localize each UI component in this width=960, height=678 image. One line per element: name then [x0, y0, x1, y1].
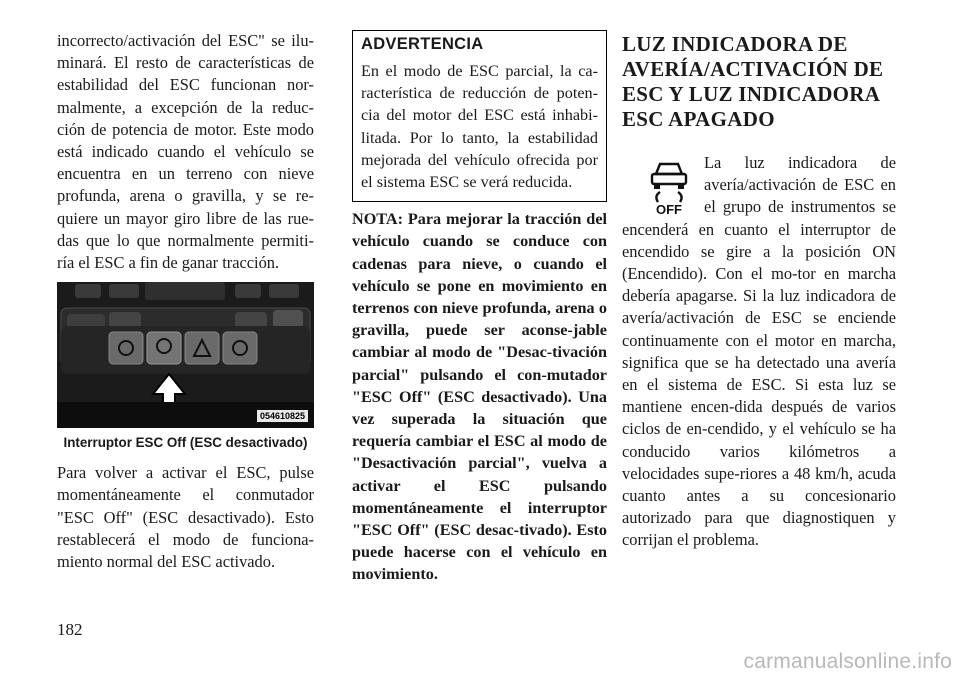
- left-column: [57, 30, 314, 573]
- middle-column: [352, 30, 607, 586]
- off-label: OFF: [656, 202, 682, 216]
- esc-off-switch-photo: [57, 282, 314, 428]
- watermark: carmanualsonline.info: [743, 650, 952, 673]
- paragraph-indicator-light: La luz indicadora de avería/activación de ESC en el grupo de instrumentos se encenderá en cuanto el interruptor de encendido se gire a la posición ON (Encendido). Con el mo-tor en marcha debería apagarse. Si la luz indicadora de avería/activación de ESC se enciende continuamente con el motor en marcha, significa que se ha detectado una avería en el sistema de ESC. Si esta luz se mantiene encen-dida después de varios ciclos de en-cendido, y el vehículo se ha conducido varios kilómetros a velocidades supe-riores a 48 km/h, acuda cuanto antes a su concesionario autorizado para que diagnostiquen y corrijan el problema.: [622, 153, 896, 550]
- right-column: [622, 30, 896, 552]
- warning-text: En el modo de ESC parcial, la ca-racterística de reducción de poten-cia del motor del ESC está inhabi-litada. Por lo tanto, la estabilidad mejorada del vehículo ofrecida por el sistema ESC se verá reducida.: [361, 62, 598, 192]
- switch-panel-illustration: [57, 282, 314, 428]
- figure-caption: Interruptor ESC Off (ESC desactivado): [63, 435, 308, 451]
- section-heading: LUZ INDICADORA DE AVERÍA/ACTIVACIÓN DE ESC Y LUZ INDICADORA ESC APAGADO: [622, 32, 884, 131]
- page-number: 182: [57, 620, 83, 639]
- paragraph-esc-partial-mode: incorrecto/activación del ESC" se ilu-minará. El resto de características de estabilidad del ESC funcionan nor-malmente, a excepción de la reduc-ción de potencia de motor. Este modo está indicado cuando el vehículo se encuentra en un terreno con nieve profunda, arena o gravilla, y se re-quiere un mayor giro libre de las rue-das que lo que normalmente permiti-ría el ESC a fin de ganar tracción.: [57, 31, 314, 273]
- note-paragraph: NOTA: Para mejorar la tracción del vehículo cuando se conduce con cadenas para nieve, o cuando el vehículo se pone en movimiento en terrenos con nieve profunda, arena o gravilla, puede ser aconse-jable cambiar al modo de "Desac-tivación parcial" pulsando el con-mutador "ESC Off" (ESC desactivado). Una vez superada la situación que requería cambiar el ESC al modo de "Desactivación parcial", vuelva a activar el ESC pulsando momentáneamente el interruptor "ESC Off" (ESC desac-tivado). Esto puede hacerse con el vehículo en movimiento.: [352, 210, 607, 584]
- warning-title: ADVERTENCIA: [361, 35, 484, 53]
- paragraph-reactivate-esc: Para volver a activar el ESC, pulse momentáneamente el conmutador "ESC Off" (ESC desactivado). Esto restablecerá el modo de funciona-miento normal del ESC activado.: [57, 463, 314, 572]
- figure-id: 054610825: [257, 410, 308, 422]
- car-skid-off-icon: [640, 154, 698, 216]
- warning-box: [352, 30, 607, 202]
- esc-off-indicator-icon: [640, 154, 698, 216]
